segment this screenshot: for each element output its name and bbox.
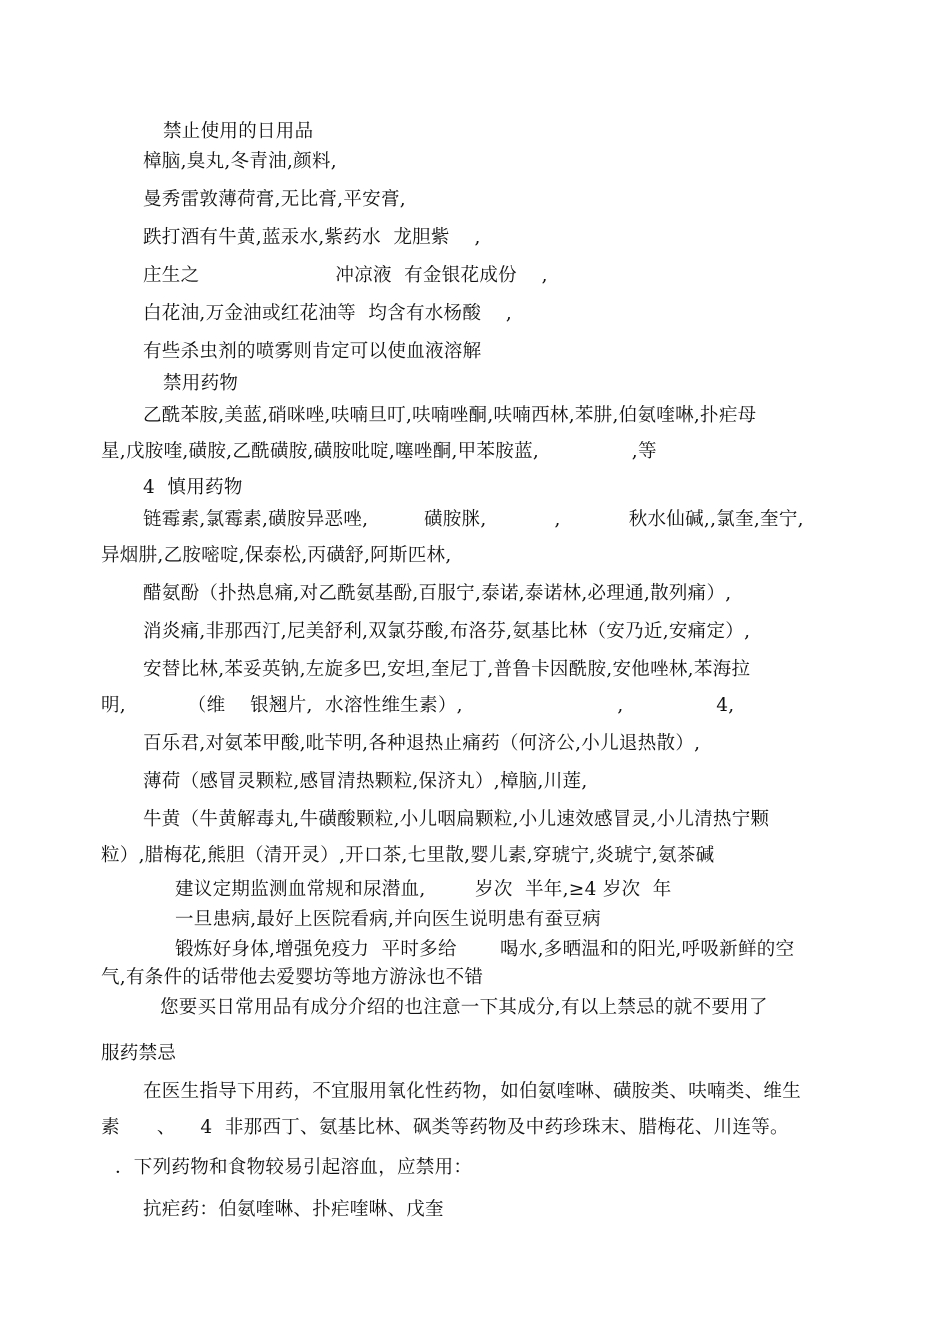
text-line: 粒）,腊梅花,熊胆（清开灵）,开口茶,七里散,婴儿素,穿琥宁,炎琥宁,氨茶碱	[101, 845, 715, 866]
text-line: 明, （维 银翘片, 水溶性维生素）, , 4,	[101, 695, 735, 716]
text-line: 曼秀雷敦薄荷膏,无比膏,平安膏,	[143, 189, 406, 210]
text-line: ．下列药物和食物较易引起溶血，应禁用：	[115, 1157, 473, 1178]
text-line: 一旦患病,最好上医院看病,并向医生说明患有蚕豆病	[175, 909, 601, 930]
text-line: 有些杀虫剂的喷雾则肯定可以使血液溶解	[143, 341, 482, 362]
text-line: 百乐君,对氨苯甲酸,吡苄明,各种退热止痛药（何济公,小儿退热散）,	[143, 733, 701, 754]
text-line: 薄荷（感冒灵颗粒,感冒清热颗粒,保济丸）,樟脑,川莲,	[143, 771, 588, 792]
text-line: 在医生指导下用药，不宜服用氧化性药物，如伯氨喹啉、磺胺类、呋喃类、维生	[143, 1081, 802, 1102]
section-heading-banned-drugs: 禁用药物	[163, 373, 239, 394]
text-line: 消炎痛,非那西汀,尼美舒利,双氯芬酸,布洛芬,氨基比林（安乃近,安痛定）,	[143, 621, 751, 642]
text-line: 樟脑,臭丸,冬青油,颜料,	[143, 151, 337, 172]
text-line: 异烟肼,乙胺嘧啶,保泰松,丙磺舒,阿斯匹林,	[101, 545, 452, 566]
text-line: 安替比林,苯妥英钠,左旋多巴,安坦,奎尼丁,普鲁卡因酰胺,安他唑林,苯海拉	[143, 659, 751, 680]
section-heading-caution-drugs: 4 慎用药物	[143, 477, 243, 498]
text-line: 抗疟药：伯氨喹啉、扑疟喹啉、戊奎	[143, 1199, 444, 1220]
text-line: 跌打酒有牛黄,蓝汞水,紫药水 龙胆紫 ,	[143, 227, 481, 248]
text-line: 星,戊胺喹,磺胺,乙酰磺胺,磺胺吡啶,噻唑酮,甲苯胺蓝, ,等	[101, 441, 657, 462]
text-line: 白花油,万金油或红花油等 均含有水杨酸 ,	[143, 303, 513, 324]
text-line: 锻炼好身体,增强免疫力 平时多给 喝水,多晒温和的阳光,呼吸新鲜的空	[175, 939, 795, 960]
text-line: 建议定期监测血常规和尿潜血, 岁次 半年,≥4 岁次 年	[175, 879, 672, 900]
text-line: 醋氨酚（扑热息痛,对乙酰氨基酚,百服宁,泰诺,泰诺林,必理通,散列痛）,	[143, 583, 732, 604]
section-heading-banned-daily-items: 禁止使用的日用品	[163, 121, 314, 142]
section-heading-medication-contraindications: 服药禁忌	[101, 1043, 177, 1064]
text-line: 牛黄（牛黄解毒丸,牛磺酸颗粒,小儿咽扁颗粒,小儿速效感冒灵,小儿清热宁颗	[143, 809, 770, 830]
text-line: 乙酰苯胺,美蓝,硝咪唑,呋喃旦叮,呋喃唑酮,呋喃西林,苯肼,伯氨喹啉,扑疟母	[143, 405, 757, 426]
text-line: 链霉素,氯霉素,磺胺异恶唑, 磺胺脒, , 秋水仙碱,,氯奎,奎宁,	[143, 509, 804, 530]
text-line: 您要买日常用品有成分介绍的也注意一下其成分,有以上禁忌的就不要用了	[160, 997, 768, 1018]
text-line: 素 、 4 非那西丁、氨基比林、砜类等药物及中药珍珠末、腊梅花、川连等。	[101, 1117, 789, 1138]
text-line: 气,有条件的话带他去爱婴坊等地方游泳也不错	[101, 967, 484, 988]
text-line: 庄生之 冲凉液 有金银花成份 ,	[143, 265, 548, 286]
